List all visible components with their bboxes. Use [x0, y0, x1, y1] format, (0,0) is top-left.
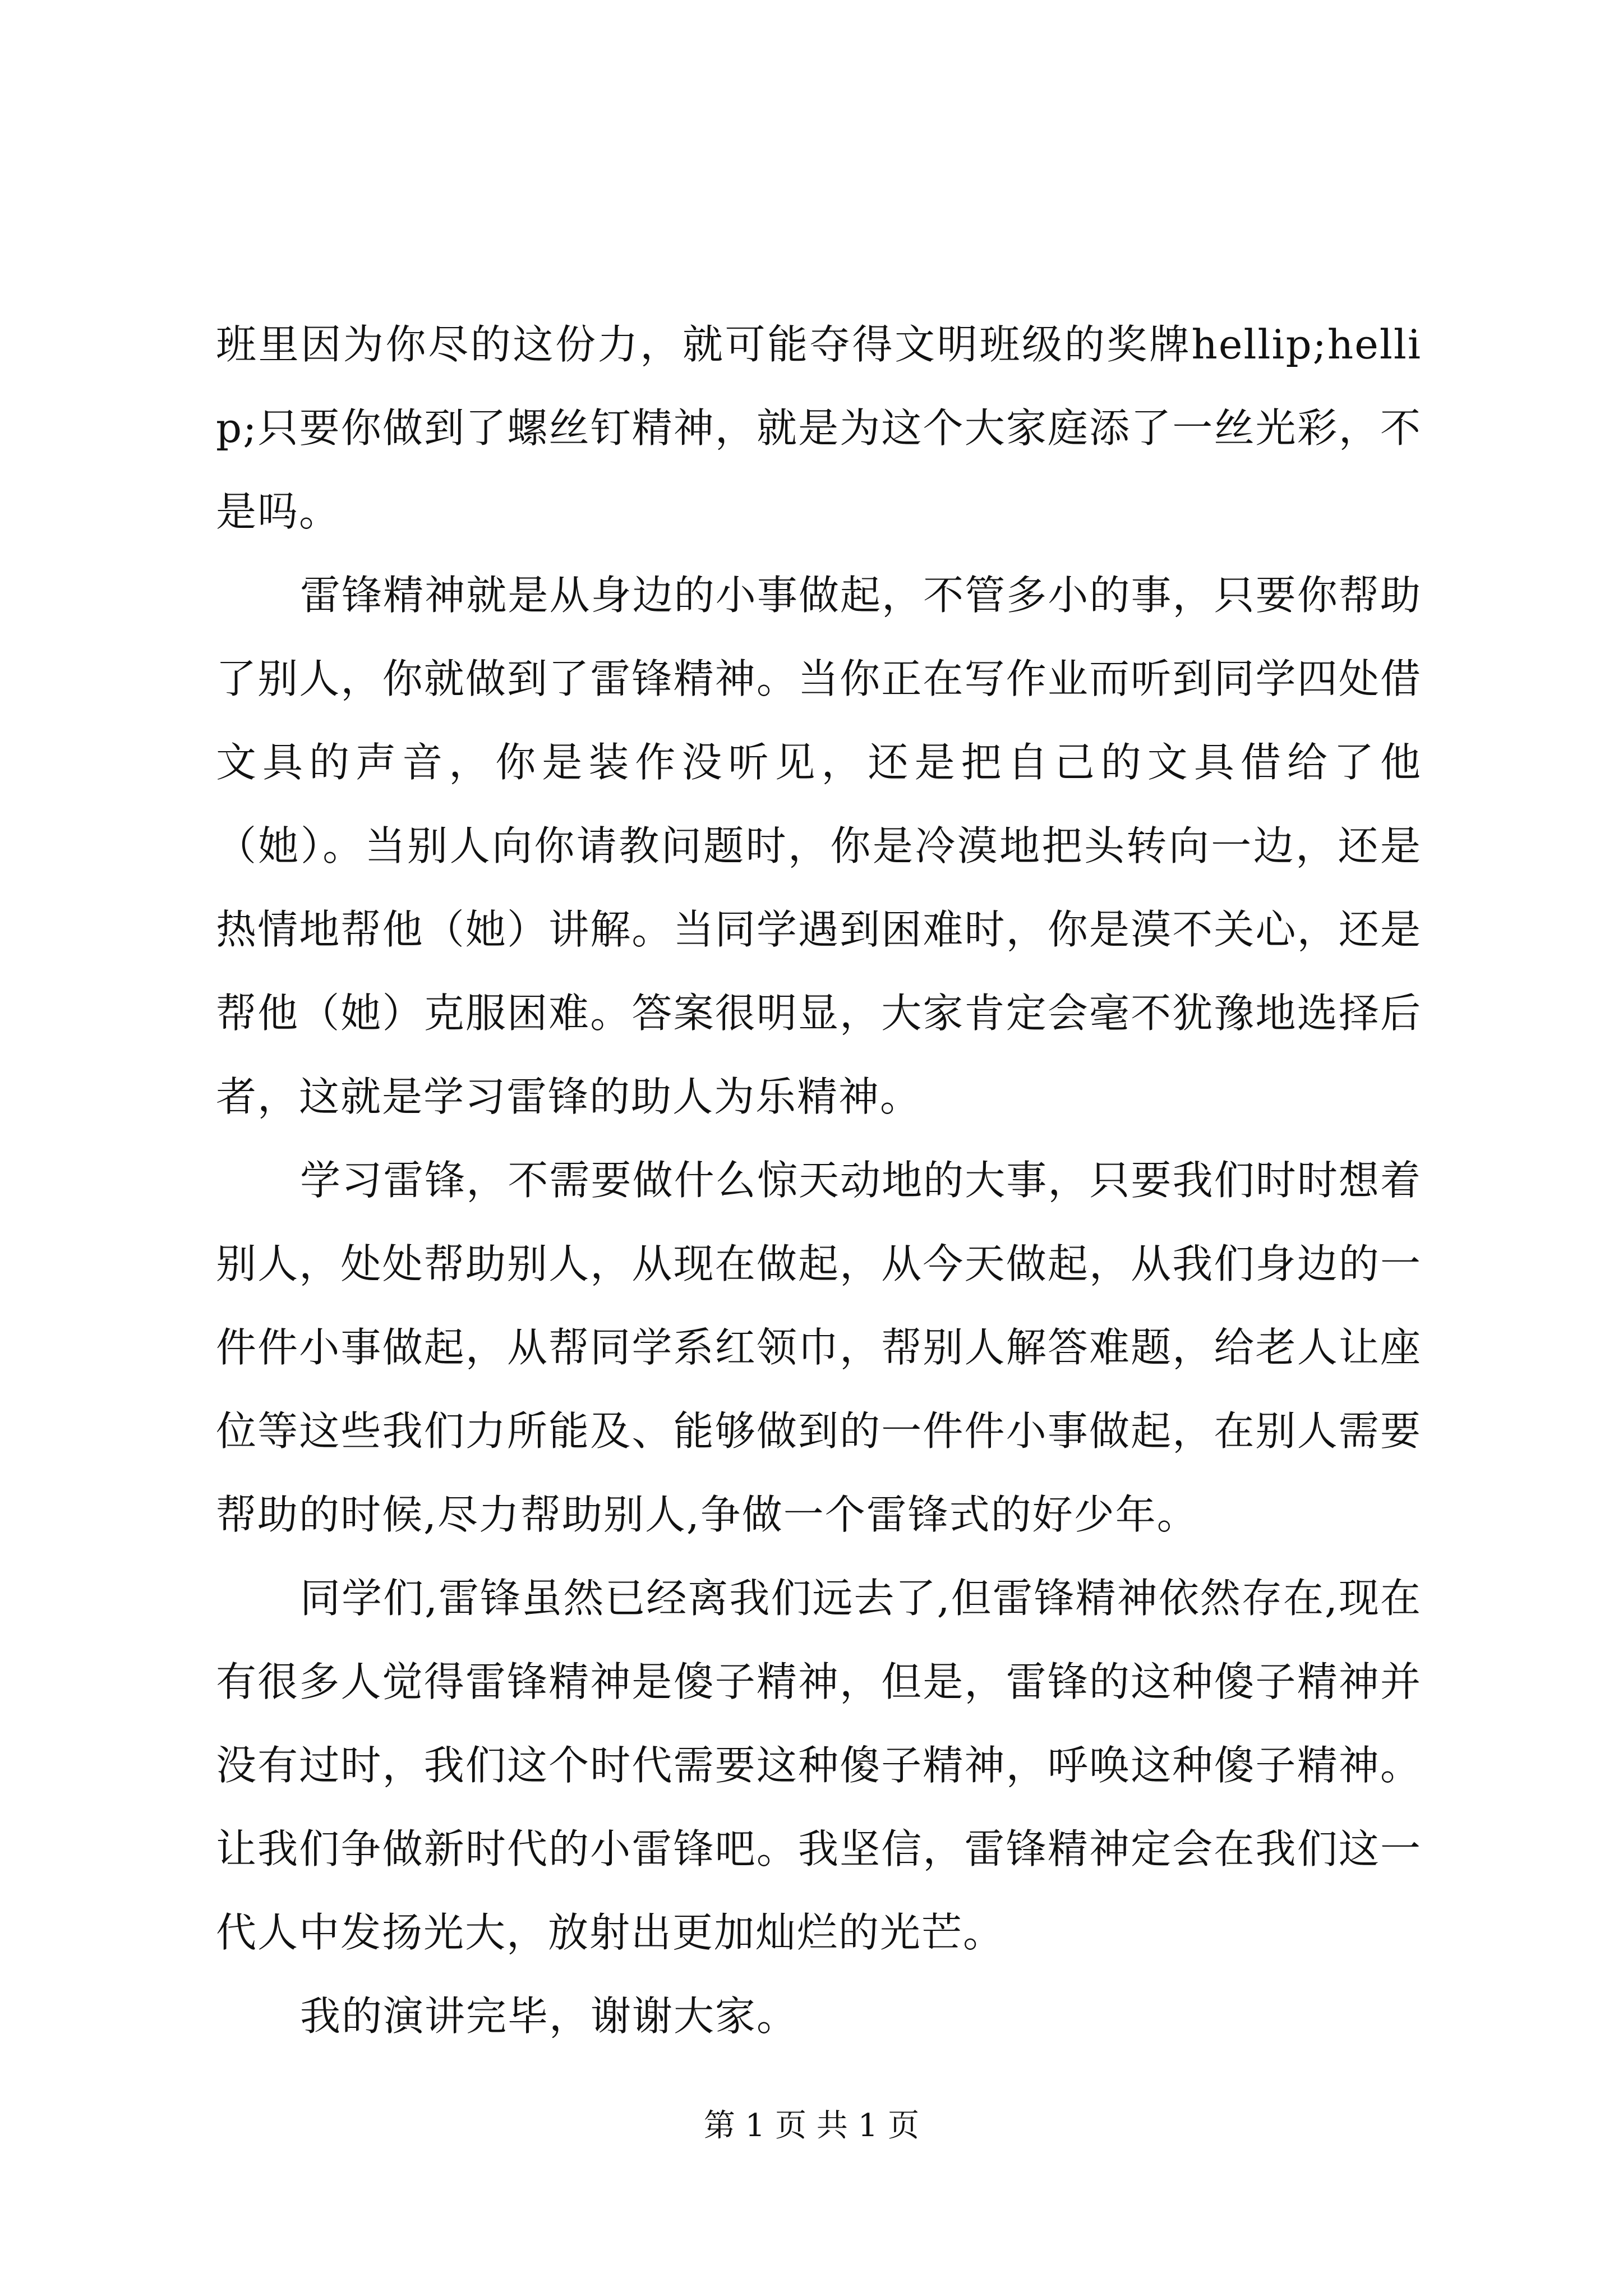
- paragraph-1: 班里因为你尽的这份力，就可能夺得文明班级的奖牌hellip;hellip;只要你做到了螺丝钉精神，就是为这个大家庭添了一丝光彩，不是吗。: [216, 321, 1422, 535]
- paragraph-5: 我的演讲完毕，谢谢大家。: [300, 1993, 799, 2040]
- page-number-footer: 第 1 页 共 1 页: [703, 2108, 920, 2144]
- paragraph-3: 学习雷锋，不需要做什么惊天动地的大事，只要我们时时想着别人，处处帮助别人，从现在做起，从今天做起，从我们身边的一件件小事做起，从帮同学系红领巾，帮别人解答难题，给老人让座位等这些我们力所能及、能够做到的一件件小事做起，在别人需要帮助的时候,尽力帮助别人,争做一个雷锋式的好少年。: [216, 1157, 1422, 1538]
- paragraph-2: 雷锋精神就是从身边的小事做起，不管多小的事，只要你帮助了别人，你就做到了雷锋精神。当你正在写作业而听到同学四处借文具的声音，你是装作没听见，还是把自己的文具借给了他（她）。当别人向你请教问题时，你是冷漠地把头转向一边，还是热情地帮他（她）讲解。当同学遇到困难时，你是漠不关心，还是帮他（她）克服困难。答案很明显，大家肯定会毫不犹豫地选择后者，这就是学习雷锋的助人为乐精神。: [216, 572, 1422, 1120]
- document-body: [216, 303, 1422, 2058]
- paragraph-4: 同学们,雷锋虽然已经离我们远去了,但雷锋精神依然存在,现在有很多人觉得雷锋精神是傻子精神，但是，雷锋的这种傻子精神并没有过时，我们这个时代需要这种傻子精神，呼唤这种傻子精神。让我们争做新时代的小雷锋吧。我坚信，雷锋精神定会在我们这一代人中发扬光大，放射出更加灿烂的光芒。: [216, 1575, 1422, 1956]
